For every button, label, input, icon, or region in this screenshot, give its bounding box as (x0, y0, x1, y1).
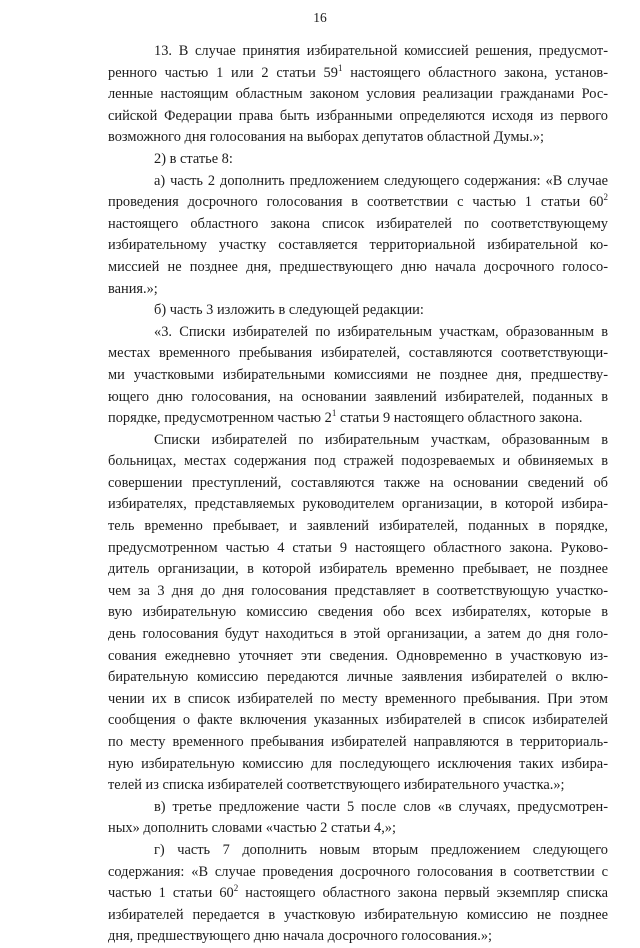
text-line (108, 818, 608, 840)
line-text: избирателей передается в участковую избирательную комиссию не позднее (108, 906, 608, 923)
text-line (108, 106, 608, 128)
line-text: 13. В случае принятия избирательной комиссией решения, предусмот- (154, 43, 608, 59)
document-body (108, 41, 608, 948)
text-line (108, 559, 608, 581)
line-text: б) часть 3 изложить в следующей редакции: (154, 302, 424, 319)
text-line (108, 343, 608, 365)
text-line (108, 926, 608, 948)
line-text: тель временно пребывает, и заявлений избирателей, поданных в порядке, (108, 518, 608, 535)
text-line (108, 257, 608, 279)
text-line (108, 473, 608, 495)
line-text: избирателях, представляемых руководителем организации, в которой избира- (108, 496, 608, 513)
line-text: день голосования будут находиться в этой организации, а затем до дня голо- (108, 626, 608, 643)
text-line (108, 667, 608, 689)
text-line (108, 41, 608, 63)
text-line (108, 235, 608, 257)
text-line (108, 754, 608, 776)
text-line (108, 581, 608, 603)
line-text-continued: настоящего областного закона, установ- (342, 64, 609, 81)
line-text: а) часть 2 дополнить предложением следующего содержания: «В случае (154, 172, 608, 189)
line-text-continued: статьи 9 настоящего областного закона. (336, 410, 583, 427)
line-text: «3. Списки избирателей по избирательным участкам, образованным в (154, 323, 608, 340)
text-line (108, 905, 608, 927)
line-text: совершении преступлений, составляются также на основании сведений об (108, 474, 608, 491)
line-text: вую избирательную комиссию сведения обо всех избирателях, которые в (108, 604, 608, 621)
superscript: 1 (337, 62, 343, 73)
line-text: порядке, предусмотренном частью 2 (108, 410, 332, 427)
text-line (108, 171, 608, 193)
line-text: миссией не позднее дня, предшествующего дню начала досрочного голосо- (108, 258, 608, 275)
text-line (108, 516, 608, 538)
page-number: 16 (313, 10, 327, 25)
line-text-continued: настоящего областного закона первый экземпляр списка (238, 885, 609, 902)
line-text: чении их в список избирателей по месту временного пребывания. При этом (108, 690, 608, 707)
text-line (108, 862, 608, 884)
text-line (108, 494, 608, 516)
line-text: ную избирательную комиссию для последующего исключения таких избира- (108, 755, 608, 772)
line-text: сийской Федерации права быть избранными определяются исходя из первого (108, 107, 608, 124)
text-line (108, 387, 608, 409)
superscript: 2 (603, 192, 608, 203)
line-text: 2) в статье 8: (154, 150, 233, 167)
text-line (108, 322, 608, 344)
text-line (108, 624, 608, 646)
text-line (108, 214, 608, 236)
text-line (108, 279, 608, 301)
line-text: ленные настоящим областным законом условия реализации гражданами Рос- (108, 86, 608, 103)
text-line (108, 775, 608, 797)
text-line (108, 602, 608, 624)
text-line (108, 710, 608, 732)
text-line (108, 840, 608, 862)
text-line (108, 451, 608, 473)
text-line (108, 646, 608, 668)
text-line (108, 797, 608, 819)
text-line (108, 192, 608, 214)
line-text: возможного дня голосования на выборах депутатов областной Думы.»; (108, 129, 545, 146)
text-line (108, 365, 608, 387)
line-text: больницах, местах содержания под стражей подозреваемых и обвиняемых в (108, 453, 608, 470)
superscript: 1 (331, 408, 337, 419)
line-text: предусмотренном частью 4 статьи 9 настоящего областного закона. Руково- (108, 539, 608, 556)
line-text: дитель организации, в которой избиратель временно пребывает, не позднее (108, 561, 608, 578)
line-text: ренного частью 1 или 2 статьи 59 (108, 64, 338, 81)
text-line (108, 300, 608, 322)
text-line (108, 689, 608, 711)
line-text: сообщения о факте включения указанных избирателей в список избирателей (108, 712, 608, 729)
text-line (108, 732, 608, 754)
text-line (108, 63, 608, 85)
line-text: местах временного пребывания избирателей, составляются соответствующи- (108, 345, 608, 362)
line-text: бирательную комиссию передаются личные заявления избирателей о вклю- (108, 669, 608, 686)
line-text: ющего дню голосования, на основании заявлений избирателей, поданных в (108, 388, 608, 405)
line-text: чем за 3 дня до дня голосования представляет в соответствующую участко- (108, 582, 608, 599)
line-text: г) часть 7 дополнить новым вторым предложением следующего (154, 841, 608, 858)
line-text: избирательному участку составляется территориальной избирательной ко- (108, 237, 608, 254)
line-text: телей из списка избирателей соответствующего избирательного участка.»; (108, 777, 565, 794)
line-text: по месту временного пребывания избирателей направляются в территориаль- (108, 734, 608, 750)
text-line (108, 430, 608, 452)
line-text: содержания: «В случае проведения досрочного голосования в соответствии с (108, 863, 608, 880)
text-line (108, 883, 608, 905)
text-line (108, 84, 608, 106)
line-text: ми участковыми избирательными комиссиями не позднее дня, предшеству- (108, 366, 608, 383)
line-text: настоящего областного закона список избирателей по соответствующему (108, 215, 608, 232)
text-line (108, 408, 608, 430)
line-text: в) третье предложение части 5 после слов «в случаях, предусмотрен- (154, 798, 608, 815)
text-line (108, 538, 608, 560)
line-text: сования ежедневно уточняет эти сведения. Одновременно в участковую из- (108, 647, 608, 664)
line-text: проведения досрочного голосования в соответствии с частью 1 статьи 60 (108, 194, 604, 211)
text-line (108, 127, 608, 149)
line-text: Списки избирателей по избирательным участкам, образованным в (154, 431, 608, 448)
line-text: частью 1 статьи 60 (108, 885, 234, 902)
superscript: 2 (233, 883, 239, 894)
text-line (108, 149, 608, 171)
line-text: дня, предшествующего дню начала досрочного голосования.»; (108, 928, 493, 945)
line-text: ных» дополнить словами «частью 2 статьи 4,»; (108, 820, 396, 837)
line-text: вания.»; (108, 280, 158, 297)
